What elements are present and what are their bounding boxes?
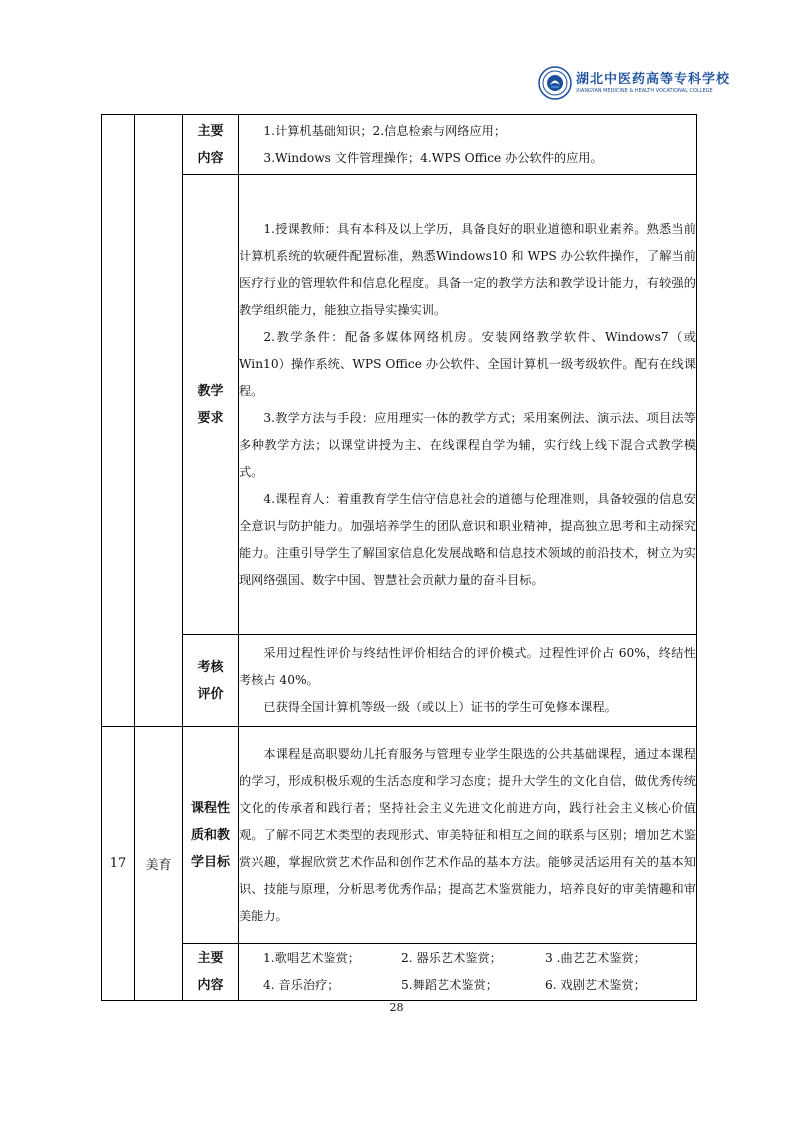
teaching-requirement-label: 教学 要求 <box>183 175 239 635</box>
main-content-cell: 1.计算机基础知识；2.信息检索与网络应用； 3.Windows 文件管理操作；4.WPS Office 办公软件的应用。 <box>239 115 697 175</box>
course-number-cell: 17 <box>102 727 135 1001</box>
course-nature-cell: 本课程是高职婴幼儿托育服务与管理专业学生限选的公共基础课程，通过本课程的学习，形成积极乐观的生活态度和学习态度；提升大学生的文化自信，做优秀传统文化的传承者和践行者；坚持社会主义先进文化前进方向，践行社会主义核心价值观。了解不同艺术类型的表现形式、审美特征和相互之间的联系与区别；增加艺术鉴赏兴趣，掌握欣赏艺术作品和创作艺术作品的基本方法。能够灵活运用有关的基本知识、技能与原理，分析思考优秀作品；提高艺术鉴赏能力，培养良好的审美情趣和审美能力。 <box>239 727 697 944</box>
list-item: 6. 戏剧艺术鉴赏； <box>545 978 646 992</box>
table-row <box>102 944 697 1001</box>
college-name-cn: 湖北中医药高等专科学校 <box>576 72 731 87</box>
teaching-requirement-cell: 1.授课教师：具有本科及以上学历，具备良好的职业道德和职业素养。熟悉当前计算机系统的软硬件配置标准，熟悉Windows10 和 WPS 办公软件操作，了解当前医疗行业的管理软件和信息化程度。具备一定的教学方法和教学设计能力，有较强的教学组织能力，能独立指导实操实训。 2.教学条件：配备多媒体网络机房。安装网络教学软件、Windows7（或 Win10）操作系统、WPS Office 办公软件、全国计算机一级考级软件。配有在线课程。 3.教学方法与手段：应用理实一体的教学方式；采用案例法、演示法、项目法等多种教学方法；以课堂讲授为主、在线课程自学为辅，实行线上线下混合式教学模式。 4.课程育人：着重教育学生信守信息社会的道德与伦理准则，具备较强的信息安全意识与防护能力。加强培养学生的团队意识和职业精神，提高独立思考和主动探究能力。注重引导学生了解国家信息化发展战略和信息技术领域的前沿技术，树立为实现网络强国、数字中国、智慧社会贡献力量的奋斗目标。 <box>239 175 697 635</box>
table-row <box>102 115 697 175</box>
list-item: 4. 音乐治疗； <box>263 978 340 992</box>
main-content-cell <box>239 944 697 1001</box>
course-name-cell <box>135 115 183 727</box>
course-number-cell <box>102 115 135 727</box>
course-nature-label: 课程性 质和教 学目标 <box>183 727 239 944</box>
table-row <box>102 635 697 727</box>
list-item: 3 .曲艺艺术鉴赏； <box>545 951 646 965</box>
list-item: 1.歌唱艺术鉴赏； <box>263 951 360 965</box>
college-name-en: XIANGYAN MEDICINE & HEALTH VOCATIONAL COLLEGE <box>576 88 713 94</box>
assessment-label: 考核 评价 <box>183 635 239 727</box>
main-content-label: 主要 内容 <box>183 944 239 1001</box>
table-row <box>102 727 697 944</box>
college-logo <box>538 66 731 106</box>
list-item: 2. 器乐艺术鉴赏； <box>401 951 502 965</box>
list-item: 5.舞蹈艺术鉴赏； <box>401 978 498 992</box>
page-number: 28 <box>389 1001 404 1014</box>
table-row <box>102 175 697 635</box>
curriculum-table <box>101 114 697 1001</box>
course-name-cell: 美育 <box>135 727 183 1001</box>
college-emblem-icon <box>538 66 572 100</box>
assessment-cell: 采用过程性评价与终结性评价相结合的评价模式。过程性评价占 60%，终结性考核占 40%。 已获得全国计算机等级一级（或以上）证书的学生可免修本课程。 <box>239 635 697 727</box>
main-content-label: 主要 内容 <box>183 115 239 175</box>
